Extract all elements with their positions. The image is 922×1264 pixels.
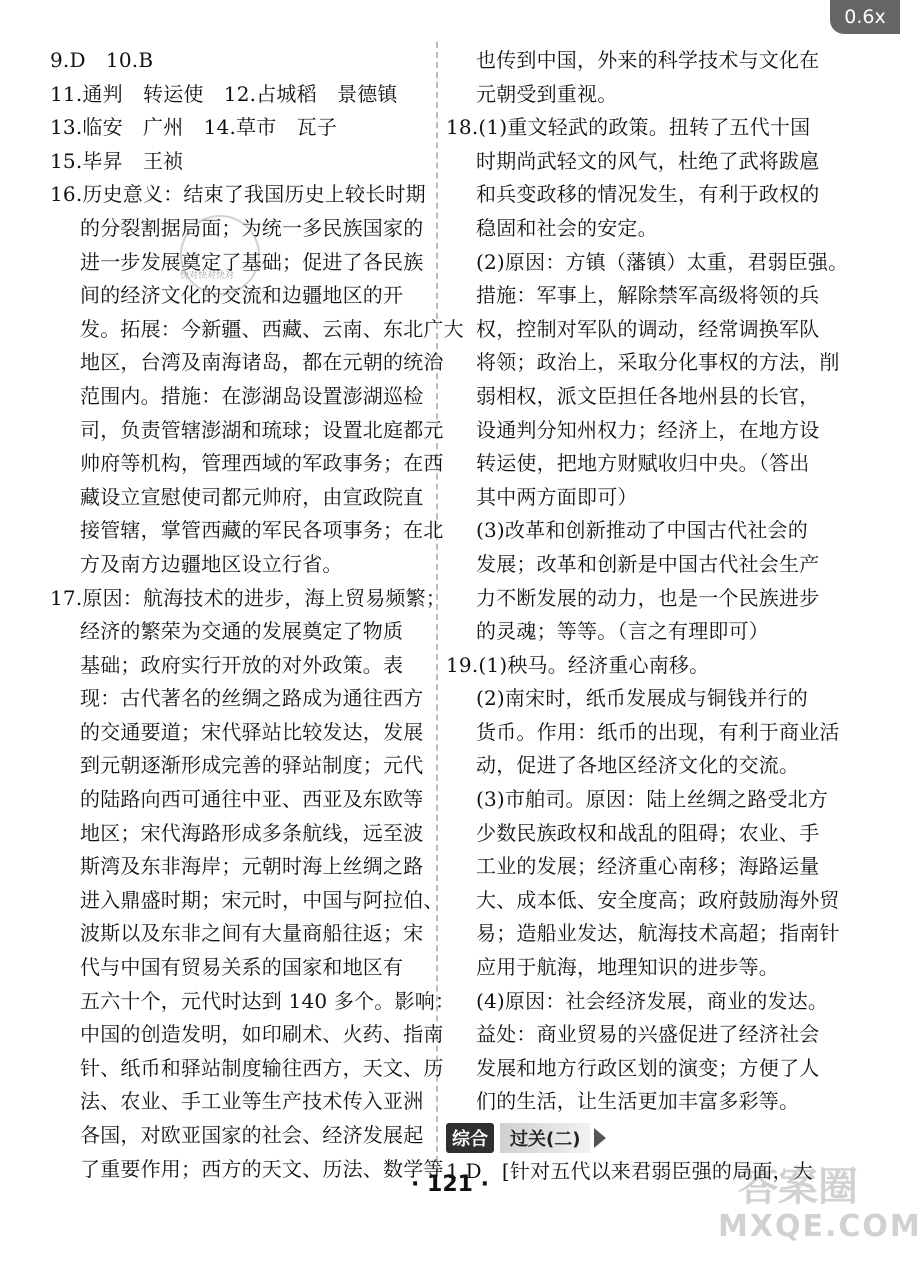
answer-16-line: 进一步发展奠定了基础；促进了各民族 xyxy=(80,249,424,274)
answer-18-line: 力不断发展的动力，也是一个民族进步 xyxy=(476,585,820,610)
answer-17-continued-line: 元朝受到重视。 xyxy=(476,81,618,106)
answer-17-line: 各国，对欧亚国家的社会、经济发展起 xyxy=(80,1123,424,1147)
answer-line-13-14: 13.临安 广州 14.草市 瓦子 xyxy=(50,115,338,140)
answer-18-line: 的灵魂；等等。（言之有理即可） xyxy=(476,619,769,644)
answer-16-line: 接管辖，掌管西藏的军民各项事务；在北 xyxy=(80,518,444,543)
answer-16-line: 司，负责管辖澎湖和琉球；设置北庭都元 xyxy=(80,417,444,442)
answer-17-line: 五六十个，元代时达到 140 多个。影响： xyxy=(80,988,456,1013)
answer-16-line: 帅府等机构，管理西域的军政事务；在西 xyxy=(80,451,444,476)
answer-17-line: 地区；宋代海路形成多条航线，远至波 xyxy=(80,820,424,845)
answer-17-line: 代与中国有贸易关系的国家和地区有 xyxy=(80,955,404,980)
answer-17-line: 经济的繁荣为交通的发展奠定了物质 xyxy=(80,619,404,644)
answer-17-line: 针、纸币和驿站制度输往西方，天文、历 xyxy=(80,1055,444,1080)
answer-16-line: 间的经济文化的交流和边疆地区的开 xyxy=(80,283,404,308)
answer-line-11-12: 11.通判 转运使 12.占城稻 景德镇 xyxy=(50,81,398,106)
answer-19-line: 益处：商业贸易的兴盛促进了经济社会 xyxy=(476,1022,820,1047)
left-column xyxy=(50,44,464,1186)
answer-18-line: 18.(1)重文轻武的政策。扭转了五代十国 xyxy=(446,115,811,140)
answer-17-line: 基础；政府实行开放的对外政策。表 xyxy=(80,652,404,677)
answer-18-line: 发展；改革和创新是中国古代社会生产 xyxy=(476,551,820,576)
answer-19-line: 发展和地方行政区划的演变；方便了人 xyxy=(476,1055,820,1080)
answer-19-line: (4)原因：社会经济发展，商业的发达。 xyxy=(476,988,829,1013)
answer-19-line: (3)市舶司。原因：陆上丝绸之路受北方 xyxy=(476,787,829,812)
answer-18-line: (2)原因：方镇（藩镇）太重，君弱臣强。 xyxy=(476,249,849,274)
answer-19-line: 易；造船业发达，航海技术高超；指南针 xyxy=(476,921,840,946)
answer-18-line: 和兵变政移的情况发生，有利于政权的 xyxy=(476,182,820,207)
answer-18-line: 权，控制对军队的调动，经常调换军队 xyxy=(476,316,820,341)
answer-19-line: 少数民族政权和战乱的阻碍；农业、手 xyxy=(476,820,820,845)
answer-17-line: 17.原因：航海技术的进步，海上贸易频繁； xyxy=(50,585,447,610)
watermark-top-text: 答案圈 xyxy=(738,1164,858,1210)
answer-17-line: 现：古代著名的丝绸之路成为通往西方 xyxy=(80,686,424,711)
page-number: · 121 · xyxy=(411,1172,489,1197)
answer-17-line: 波斯以及东非之间有大量商船往返；宋 xyxy=(80,921,424,946)
answer-16-line: 的分裂割据局面；为统一多民族国家的 xyxy=(80,215,424,240)
answer-18-line: 弱相权，派文臣担任各地州县的长官， xyxy=(476,383,820,408)
arrow-right-icon xyxy=(594,1128,606,1148)
stamp-text: 快对快对快对 xyxy=(180,271,235,281)
answer-18-line: 转运使，把地方财赋收归中央。（答出 xyxy=(476,451,810,476)
watermark-bottom-text: MXQE.COM xyxy=(718,1209,922,1244)
answer-19-line: 工业的发展；经济重心南移；海路运量 xyxy=(476,854,820,879)
section-header-comprehensive-2 xyxy=(446,1121,816,1155)
section-badge: 综合 xyxy=(446,1123,494,1153)
zoom-level-badge[interactable]: 0.6x xyxy=(830,0,900,34)
answer-18-line: (3)改革和创新推动了中国古代社会的 xyxy=(476,518,808,543)
answer-19-line: 动，促进了各地区经济文化的交流。 xyxy=(476,753,800,778)
answer-19-line: (2)南宋时，纸币发展成与铜钱并行的 xyxy=(476,686,808,711)
answer-16-line: 16.历史意义：结束了我国历史上较长时期 xyxy=(50,182,426,207)
answer-17-line: 法、农业、手工业等生产技术传入亚洲 xyxy=(80,1089,424,1114)
answer-17-line: 进入鼎盛时期；宋元时，中国与阿拉伯、 xyxy=(80,887,444,912)
answer-17-line: 的陆路向西可通往中亚、西亚及东欧等 xyxy=(80,787,424,812)
answer-17-continued-line: 也传到中国，外来的科学技术与文化在 xyxy=(476,48,820,72)
answer-18-line: 稳固和社会的安定。 xyxy=(476,215,658,240)
answer-18-line: 设通判分知州权力；经济上，在地方设 xyxy=(476,417,820,442)
answer-17-line: 中国的创造发明，如印刷术、火药、指南 xyxy=(80,1022,444,1047)
answer-16-line: 方及南方边疆地区设立行省。 xyxy=(80,551,343,576)
answer-17-line: 到元朝逐渐形成完善的驿站制度；元代 xyxy=(80,753,424,778)
answer-19-line: 大、成本低、安全度高；政府鼓励海外贸 xyxy=(476,887,840,912)
answer-18-line: 将领；政治上，采取分化事权的方法，削 xyxy=(476,350,840,375)
answer-18-line: 其中两方面即可） xyxy=(476,484,638,509)
answer-17-line: 斯湾及东非海岸；元朝时海上丝绸之路 xyxy=(80,854,424,879)
answer-18-line: 时期尚武轻文的风气，杜绝了武将跋扈 xyxy=(476,148,820,173)
answer-line-9-10: 9.D 10.B xyxy=(50,48,154,72)
answer-line-15: 15.毕昇 王祯 xyxy=(50,148,184,173)
answer-16-line: 发。拓展：今新疆、西藏、云南、东北广大 xyxy=(80,316,464,341)
answer-17-line: 的交通要道；宋代驿站比较发达，发展 xyxy=(80,719,424,744)
answer-16-line: 地区，台湾及南海诸岛，都在元朝的统治 xyxy=(80,350,444,375)
answer-19-line: 应用于航海，地理知识的进步等。 xyxy=(476,955,779,980)
answer-1-line: 1.D [针对五代以来君弱臣强的局面，大 xyxy=(446,1159,813,1183)
answer-18-line: 措施：军事上，解除禁军高级将领的兵 xyxy=(476,283,820,308)
answer-17-line: 了重要作用；西方的天文、历法、数学等 xyxy=(80,1156,444,1181)
answer-16-line: 范围内。措施：在澎湖岛设置澎湖巡检 xyxy=(80,383,424,408)
watermark-logo xyxy=(718,1164,922,1250)
answer-19-line: 货币。作用：纸币的出现，有利于商业活 xyxy=(476,719,840,744)
answer-19-line: 19.(1)秧马。经济重心南移。 xyxy=(446,652,710,677)
answer-16-line: 藏设立宣慰使司都元帅府，由宣政院直 xyxy=(80,484,424,509)
answer-19-line: 们的生活，让生活更加丰富多彩等。 xyxy=(476,1089,800,1114)
section-title: 过关(二) xyxy=(500,1123,590,1153)
